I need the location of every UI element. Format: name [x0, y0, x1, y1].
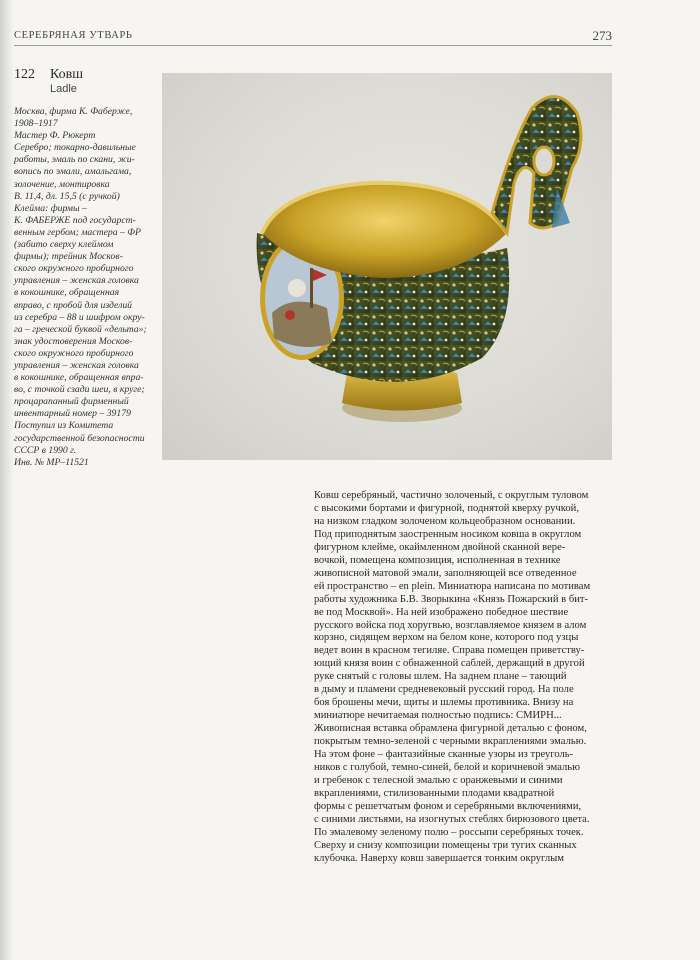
page-spine-shadow [0, 0, 14, 960]
text-line: покрытым темно-зеленой с черными вкраплениями эмалью. [314, 736, 587, 748]
text-line: Поступил из Комитета [14, 420, 114, 432]
text-line: и гребенок с телесной эмалью с оранжевыми и синими [314, 774, 563, 786]
text-line: управления – женская головка [14, 359, 139, 371]
catalog-item-subtitle: Ladle [50, 83, 77, 95]
text-line: вопись по эмали, амальгама, [14, 166, 132, 178]
text-line: Москва, фирма К. Фаберже, [14, 106, 133, 117]
text-line: русского войска под хоругвью, возглавляемое князем в алом [314, 619, 587, 631]
page-number: 273 [592, 28, 612, 43]
text-line: миниатюре нечитаемая полностью подпись: СМИРН... [314, 710, 562, 722]
text-line: вочкой, помещена композиция, исполненная в технике [314, 554, 561, 566]
text-line: вправо, с пробой для изделий [14, 299, 133, 311]
catalog-description [14, 106, 146, 469]
text-line: СССР в 1990 г. [14, 444, 77, 456]
text-line: знак удостоверения Москов- [14, 335, 133, 347]
text-line: К. ФАБЕРЖЕ под государст- [14, 214, 136, 226]
text-line: из серебра – 88 и шифром окру- [14, 311, 145, 323]
text-line: с высокими бортами и фигурной, поднятой кверху ручкой, [314, 502, 579, 514]
text-line: руке снятый с головы шлем. На заднем плане – тающий [314, 671, 567, 683]
text-line: инвентарный номер – 39179 [14, 408, 131, 420]
running-header: СЕРЕБРЯНАЯ УТВАРЬ [14, 30, 133, 41]
text-line: процарапанный фирменный [14, 396, 129, 408]
text-line: ющий князя воин с обнаженной саблей, держащий в другой [314, 658, 585, 670]
text-line: работы, эмаль по скани, жи- [14, 154, 135, 166]
catalog-item-title: Ковш [50, 67, 84, 82]
text-line: на низком гладком золоченом кольцеобразном основании. [314, 515, 576, 527]
text-line: государственной безопасности [14, 432, 145, 444]
text-line: управления – женская головка [14, 275, 139, 287]
header-divider [14, 45, 612, 46]
catalog-item-number: 122 [14, 67, 35, 82]
text-line: ников с голубой, темно-синей, белой и коричневой эмалью [314, 762, 581, 774]
text-line: Под приподнятым заостренным носиком ковша в округлом [314, 528, 582, 540]
ladle-photograph [162, 73, 612, 460]
text-line: ведет воин в красном тегиляе. Справа помещен приветству- [314, 645, 585, 657]
text-line: формы с решетчатым фоном и серебряными включениями, [314, 800, 582, 812]
text-line: Клейма: фирмы – [14, 202, 87, 214]
text-line: Серебро; токарно-давильные [14, 142, 136, 154]
text-line: В. 11,4, дл. 15,5 (с ручкой) [14, 190, 120, 202]
text-line: в дыму и пламени средневековый русский город. На поле [314, 684, 574, 696]
text-line: фирмы); трейник Москов- [14, 251, 123, 263]
ladle-illustration [162, 73, 612, 460]
text-line: в кокошнике, обращенная [14, 287, 120, 299]
text-line: корзно, сидящем верхом на белом коне, которого под узцы [314, 632, 579, 644]
text-line: Инв. № МР–11521 [14, 456, 89, 468]
text-line: живописной матовой эмали, заполняющей все отведенное [314, 567, 577, 579]
text-line: венным гербом; мастера – ФР [14, 226, 141, 238]
text-line: работы художника Б.В. Зворыкина «Князь Пожарский в бит- [314, 593, 589, 605]
text-line: с синими листьями, на изогнутых стеблях бирюзового цвета. [314, 813, 590, 825]
text-line: Мастер Ф. Рюкерт [14, 130, 96, 142]
text-line: га – греческой буквой «дельта»; [14, 323, 147, 335]
text-line: боя брошены мечи, щиты и шлемы противника. Внизу на [314, 697, 574, 709]
text-line: Сверху и снизу композиции помещены три тугих сканных [314, 839, 577, 851]
text-line: По эмалевому зеленому полю – россыпи серебряных точек. [314, 826, 584, 838]
text-line: На этом фоне – фантазийные сканные узоры из треуголь- [314, 749, 574, 761]
text-line: фигурном клейме, окаймленном двойной сканной вере- [314, 541, 566, 553]
text-line: золочение, монтировка [14, 178, 110, 190]
text-line: клубочка. Наверху ковш завершается тонким округлым [314, 852, 564, 864]
description-text [314, 490, 612, 866]
text-line: вкраплениями, стилизованными плодами квадратной [314, 787, 555, 799]
text-line: в кокошнике, обращенная впра- [14, 372, 144, 384]
text-line: ского окружного пробирного [14, 347, 134, 359]
text-line: ей пространство – en plein. Миниатюра написана по мотивам [314, 580, 591, 592]
text-line: ского окружного пробирного [14, 263, 134, 275]
text-line: ве под Москвой». На ней изображено победное шествие [314, 606, 569, 618]
text-line: Живописная вставка обрамлена фигурной деталью с фоном, [314, 723, 587, 735]
text-line: во, с точкой сзади шеи, в круге; [14, 384, 145, 396]
text-line: Ковш серебряный, частично золоченый, с округлым туловом [314, 490, 589, 501]
text-line: (забито сверху клеймом [14, 239, 114, 251]
text-line: 1908–1917 [14, 118, 58, 130]
